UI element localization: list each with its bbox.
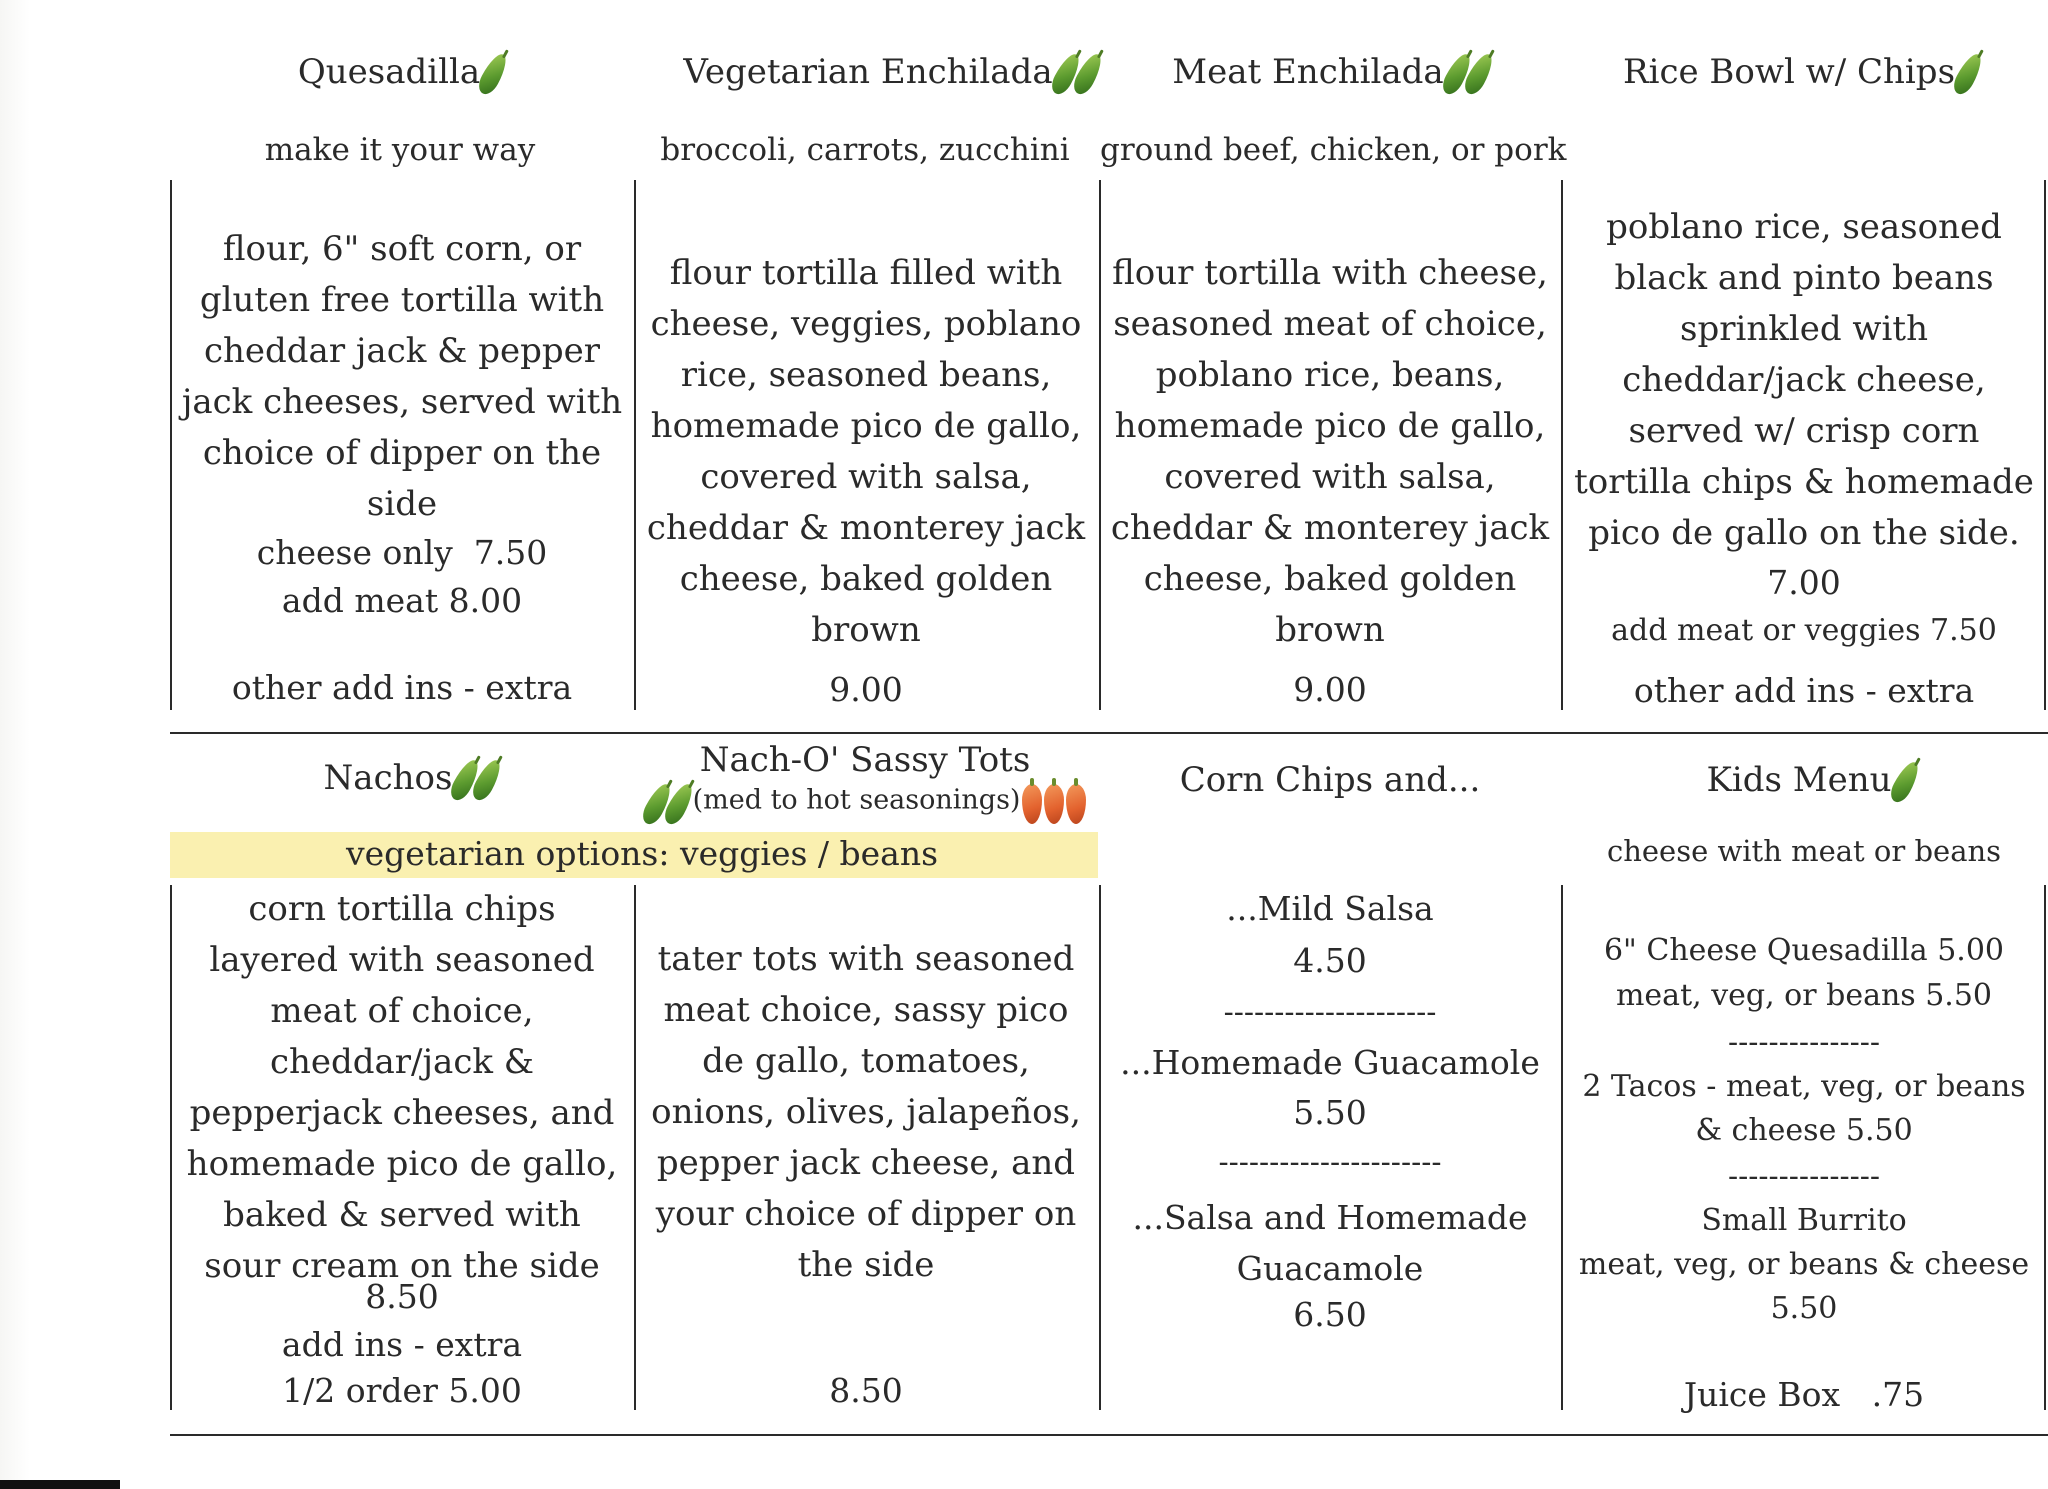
kids-menu-title-text: Kids Menu xyxy=(1706,760,1892,800)
tots-subtitle: (med to hot seasonings) xyxy=(692,784,1021,816)
kids-burrito-fillings: meat, veg, or beans & cheese xyxy=(1578,1247,2030,1282)
hot-pepper-icon xyxy=(1022,784,1042,824)
kids-quesadilla-meat: meat, veg, or beans 5.50 xyxy=(1615,978,1993,1013)
mild-salsa: ...Mild Salsa xyxy=(1226,889,1434,928)
rice-bowl-price: 7.00 xyxy=(1767,563,1841,602)
veg-enchilada-title xyxy=(650,52,1130,96)
rice-bowl-addins: other add ins - extra xyxy=(1633,671,1975,710)
quesadilla-price-cheese: cheese only 7.50 xyxy=(256,533,548,572)
column-divider xyxy=(634,180,636,710)
juice-box: Juice Box .75 xyxy=(1683,1375,1925,1414)
meat-enchilada-price: 9.00 xyxy=(1293,670,1367,709)
mild-salsa-price: 4.50 xyxy=(1293,941,1367,980)
nachos-price: 8.50 xyxy=(365,1277,439,1316)
kids-menu-subtitle: cheese with meat or beans xyxy=(1606,834,2002,868)
kids-quesadilla: 6" Cheese Quesadilla 5.00 xyxy=(1603,933,2005,968)
quesadilla-title-text: Quesadilla xyxy=(297,52,481,92)
veg-enchilada-title-text: Vegetarian Enchilada xyxy=(683,52,1053,92)
salsa-guacamole: ...Salsa and Homemade Guacamole xyxy=(1132,1198,1528,1288)
column-divider xyxy=(170,885,172,1410)
column-divider xyxy=(1099,885,1101,1410)
corn-chips-title: Corn Chips and... xyxy=(1179,760,1481,800)
rice-bowl-description: poblano rice, seasoned black and pinto beans sprinkled with cheddar/jack cheese, served w/ crisp corn tortilla chips & homemade pico de gallo on the side. xyxy=(1574,207,2034,553)
quesadilla-description: flour, 6" soft corn, or gluten free tortilla with cheddar jack & pepper jack cheeses, served with choice of dipper on the side xyxy=(181,229,623,524)
veg-enchilada-description: flour tortilla filled with cheese, veggies, poblano rice, seasoned beans, homemade pico de gallo, covered with salsa, cheddar & monterey jack cheese, baked golden brown xyxy=(646,253,1086,650)
kids-burrito: Small Burrito xyxy=(1701,1203,1907,1238)
row-divider xyxy=(170,732,2048,734)
meat-enchilada-title-text: Meat Enchilada xyxy=(1172,52,1444,92)
column-divider xyxy=(2044,885,2046,1410)
corn-chips-divider: --------------------- xyxy=(1223,995,1437,1030)
tots-price: 8.50 xyxy=(829,1371,903,1410)
column-divider xyxy=(2044,180,2046,710)
vegetarian-options: vegetarian options: veggies / beans xyxy=(346,834,939,873)
rice-bowl-title-text: Rice Bowl w/ Chips xyxy=(1622,52,1956,92)
kids-burrito-price: 5.50 xyxy=(1770,1291,1838,1326)
meat-enchilada-subtitle: ground beef, chicken, or pork xyxy=(1100,132,1567,168)
hot-pepper-icon xyxy=(1066,784,1086,824)
kids-menu-title xyxy=(1620,760,2000,804)
column-divider xyxy=(634,885,636,1410)
kids-tacos-price: & cheese 5.50 xyxy=(1695,1113,1913,1148)
meat-enchilada-title xyxy=(1110,52,1550,96)
veg-enchilada-price: 9.00 xyxy=(829,670,903,709)
bottom-rule xyxy=(170,1434,2048,1436)
column-divider xyxy=(170,180,172,710)
veg-enchilada-subtitle: broccoli, carrots, zucchini xyxy=(660,132,1070,168)
nachos-half-order: 1/2 order 5.00 xyxy=(282,1371,522,1410)
rice-bowl-title xyxy=(1590,52,2010,96)
salsa-guacamole-price: 6.50 xyxy=(1293,1295,1367,1334)
kids-divider: --------------- xyxy=(1727,1159,1881,1194)
meat-enchilada-description: flour tortilla with cheese, seasoned meat of choice, poblano rice, beans, homemade pico de gallo, covered with salsa, cheddar & monterey jack cheese, baked golden brown xyxy=(1110,253,1550,650)
quesadilla-title xyxy=(230,52,570,96)
nachos-title-text: Nachos xyxy=(323,758,453,798)
column-divider xyxy=(1561,180,1563,710)
tots-subtitle-row xyxy=(620,782,1110,826)
kids-tacos: 2 Tacos - meat, veg, or beans xyxy=(1582,1069,2026,1104)
quesadilla-price-meat: add meat 8.00 xyxy=(281,581,523,620)
column-divider xyxy=(1099,180,1101,710)
pepper-icon xyxy=(475,50,512,97)
hot-pepper-icon xyxy=(1044,784,1064,824)
quesadilla-addins: other add ins - extra xyxy=(231,668,573,707)
nachos-title xyxy=(250,758,570,802)
column-divider xyxy=(1561,885,1563,1410)
scan-corner-mark xyxy=(0,1480,120,1489)
nachos-description: corn tortilla chips layered with seasoned meat of choice, cheddar/jack & pepperjack cheeses, and homemade pico de gallo, baked & served with sour cream on the side xyxy=(186,889,618,1286)
tots-title: Nach-O' Sassy Tots xyxy=(699,740,1031,780)
pepper-icon xyxy=(1950,50,1987,97)
guacamole: ...Homemade Guacamole xyxy=(1120,1043,1540,1082)
corn-chips-divider: ---------------------- xyxy=(1218,1145,1442,1180)
rice-bowl-add-meat: add meat or veggies 7.50 xyxy=(1611,613,1997,648)
quesadilla-subtitle: make it your way xyxy=(264,132,536,168)
kids-divider: --------------- xyxy=(1727,1025,1881,1060)
guacamole-price: 5.50 xyxy=(1293,1093,1367,1132)
nachos-addins: add ins - extra xyxy=(281,1325,523,1364)
tots-description: tater tots with seasoned meat choice, sassy pico de gallo, tomatoes, onions, olives, jalapeños, pepper jack cheese, and your choice of dipper on the side xyxy=(651,939,1081,1285)
